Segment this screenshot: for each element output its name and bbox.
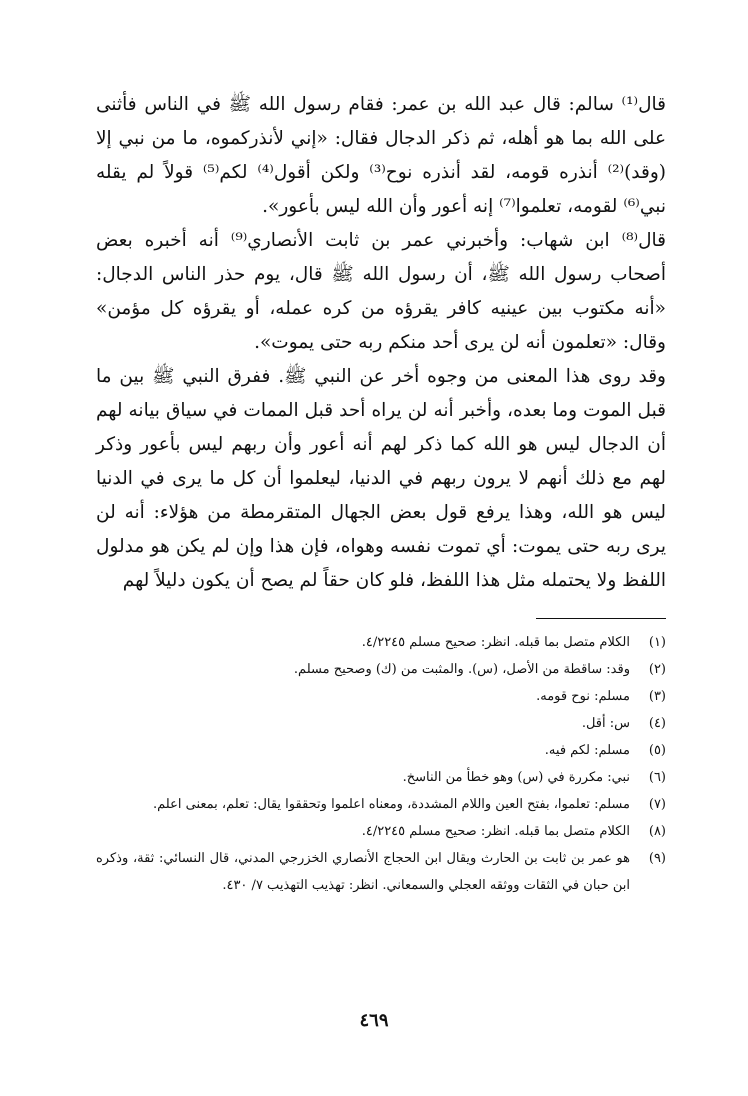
footnote-text: مسلم: لكم فيه. bbox=[544, 743, 630, 758]
footnote-text: هو عمر بن ثابت بن الحارث ويقال ابن الحجاج الأنصاري الخزرجي المدني، قال النسائي: ثقة، وذكره ابن حبان في الثقات ووثقه العجلي والسمعاني. انظر: تهذيب التهذيب ٧/ ٤٣٠. bbox=[96, 851, 630, 893]
footnote-text: س: أقل. bbox=[581, 716, 630, 731]
footnote-number: (٩) bbox=[648, 851, 666, 866]
footnote-text: مسلم: نوح قومه. bbox=[536, 689, 630, 704]
footnote bbox=[96, 737, 666, 764]
footnote-number: (٥) bbox=[648, 743, 666, 758]
footnote-text: الكلام متصل بما قبله. انظر: صحيح مسلم ٤/٢٢٤٥. bbox=[361, 824, 630, 839]
body-paragraph: وقد روى هذا المعنى من وجوه أخر عن النبي ﷺ. ففرق النبي ﷺ بين ما قبل الموت وما بعده، وأخبر أنه لن يراه أحد قبل الممات في سياق بيانه لهم أن الدجال ليس هو الله كما ذكر لهم أنه أعور وأن ربهم ليس بأعور وذكر لهم مع ذلك أنهم لا يرون ربهم في الدنيا، ليعلموا أن كل ما يرى في الدنيا ليس هو الله، وهذا يرفع قول بعض الجهال المتقرمطة من هؤلاء: أنه لن يرى ربه حتى يموت: أي تموت نفسه وهواه، فإن هذا وإن لم يكن هو مدلول اللفظ ولا يحتمله مثل هذا اللفظ، فلو كان حقاً لم يصح أن يكون دليلاً لهم bbox=[96, 366, 666, 591]
footnote-number: (٣) bbox=[648, 689, 666, 704]
footnote-text: مسلم: تعلموا، بفتح العين واللام المشددة، ومعناه اعلموا وتحققوا يقال: تعلم، بمعنى اعلم. bbox=[153, 797, 630, 812]
footnotes bbox=[96, 629, 666, 899]
body-paragraph: قال⁽¹⁾ سالم: قال عبد الله بن عمر: فقام رسول الله ﷺ في الناس فأثنى على الله بما هو أهله، ثم ذكر الدجال فقال: «إني لأنذركموه، ما من نبي إلا (وقد)⁽²⁾ أنذره قومه، لقد أنذره نوح⁽³⁾ ولكن أقول⁽⁴⁾ لكم⁽⁵⁾ قولاً لم يقله نبي⁽⁶⁾ لقومه، تعلموا⁽⁷⁾ إنه أعور وأن الله ليس بأعور». bbox=[96, 94, 667, 217]
footnote bbox=[96, 629, 666, 656]
footnote-number: (١) bbox=[648, 635, 666, 650]
footnote-number: (٨) bbox=[648, 824, 666, 839]
footnote bbox=[96, 656, 666, 683]
main-text bbox=[96, 88, 666, 598]
footnote-divider bbox=[536, 618, 666, 619]
document-page bbox=[96, 88, 666, 899]
footnote-number: (٢) bbox=[648, 662, 666, 677]
footnote-number: (٧) bbox=[648, 797, 666, 812]
footnote-text: وقد: ساقطة من الأصل، (س). والمثبت من (ك) وصحيح مسلم. bbox=[293, 662, 630, 677]
footnote-text: نبي: مكررة في (س) وهو خطأ من الناسخ. bbox=[402, 770, 630, 785]
footnote bbox=[96, 845, 666, 899]
footnote bbox=[96, 710, 666, 737]
footnote-number: (٦) bbox=[648, 770, 666, 785]
footnote bbox=[96, 818, 666, 845]
footnote bbox=[96, 764, 666, 791]
footnote-number: (٤) bbox=[648, 716, 666, 731]
footnote bbox=[96, 683, 666, 710]
page-number: ٤٦٩ bbox=[359, 1010, 389, 1031]
footnote bbox=[96, 791, 666, 818]
body-paragraph: قال⁽⁸⁾ ابن شهاب: وأخبرني عمر بن ثابت الأنصاري⁽⁹⁾ أنه أخبره بعض أصحاب رسول الله ﷺ، أن رسول الله ﷺ قال، يوم حذر الناس الدجال: «أنه مكتوب بين عينيه كافر يقرؤه من كره عمله، أو يقرؤه كل مؤمن» وقال: «تعلمون أنه لن يرى أحد منكم ربه حتى يموت». bbox=[96, 230, 666, 353]
footnote-text: الكلام متصل بما قبله. انظر: صحيح مسلم ٤/٢٢٤٥. bbox=[361, 635, 630, 650]
